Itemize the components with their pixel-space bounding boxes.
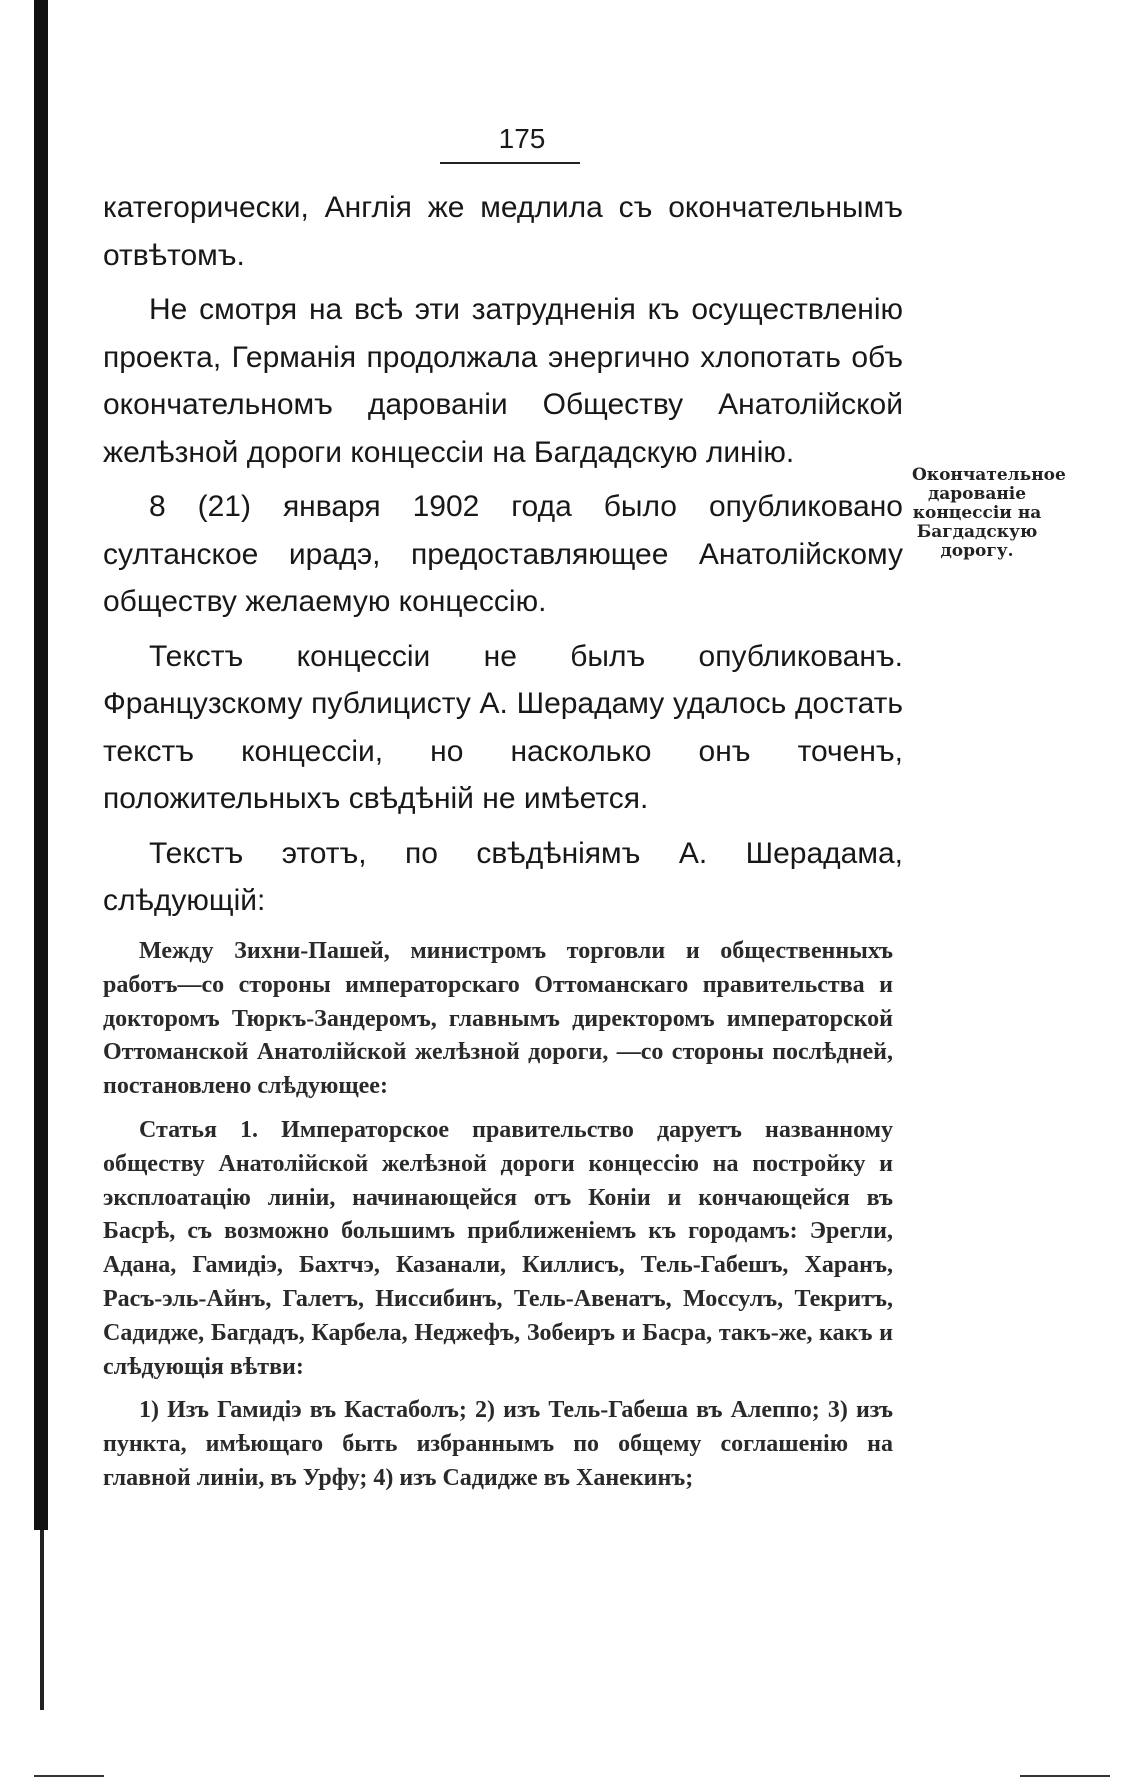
main-paragraph-3: 8 (21) января 1902 года было опубликовано султанское ирадэ, предоставляющее Анатолійскому обществу желаемую концессію.: [103, 490, 903, 618]
main-paragraph-5: Текстъ этотъ, по свѣдѣніямъ А. Шерадама, слѣдующій:: [103, 836, 903, 917]
main-paragraph-4: Текстъ концессіи не былъ опубликованъ. Французскому публицисту А. Шерадаму удалось достать текстъ концессіи, но насколько онъ точенъ, положительныхъ свѣдѣній не имѣется.: [103, 639, 903, 815]
page-number-underline: [440, 162, 580, 164]
quote-paragraph-article-1: Статья 1. Императорское правительство даруетъ названному обществу Анатолійской желѣзной дороги концессію на постройку и эксплоатацію линіи, начинающейся отъ Коніи и кончающейся въ Басрѣ, съ возможно большимъ приближеніемъ къ городамъ: Эрегли, Адана, Гамидіэ, Бахтчэ, Казанали, Киллисъ, Тель-Габешъ, Харанъ, Расъ-эль-Айнъ, Галетъ, Нисcибинъ, Тель-Авенатъ, Моссулъ, Текритъ, Садидже, Багдадъ, Карбела, Неджефъ, Зобеиръ и Басра, такъ-же, какъ и слѣдующія вѣтви:: [103, 1116, 893, 1380]
page-binding-edge: [34, 0, 48, 1530]
concession-text-quote: [103, 935, 893, 1506]
page-number: 175: [498, 123, 546, 154]
page-binding-edge-lower: [40, 1530, 44, 1710]
margin-note: Окончательное дарованіе концессіи на Багдадскую дорогу.: [912, 465, 1066, 561]
main-paragraph-1: категорически, Англія же медлила съ окончательнымъ отвѣтомъ.: [103, 191, 903, 272]
quote-paragraph-preamble: Между Зихни-Пашей, министромъ торговли и общественныхъ работъ—со стороны императорскаго Оттоманскаго правительства и докторомъ Тюркъ-Зандеромъ, главнымъ директоромъ императорской Оттоманской Анатолійской желѣзной дороги, —со стороны послѣдней, постановлено слѣдующее:: [103, 938, 893, 1100]
bottom-rule-left: [34, 1775, 104, 1777]
main-body-text: [103, 184, 903, 932]
main-paragraph-2: Не смотря на всѣ эти затрудненія къ осуществленію проекта, Германія продолжала энергично хлопотать объ окончательномъ дарованіи Обществу Анатолійской желѣзной дороги концессіи на Багдадскую линію.: [103, 293, 903, 469]
quote-paragraph-branches: 1) Изъ Гамидіэ въ Кастаболъ; 2) изъ Тель-Габеша въ Алеппо; 3) изъ пункта, имѣющаго быть избраннымъ по общему соглашенію на главной линіи, въ Урфу; 4) изъ Садидже въ Ханекинъ;: [103, 1397, 893, 1491]
bottom-rule-right: [1020, 1775, 1110, 1777]
